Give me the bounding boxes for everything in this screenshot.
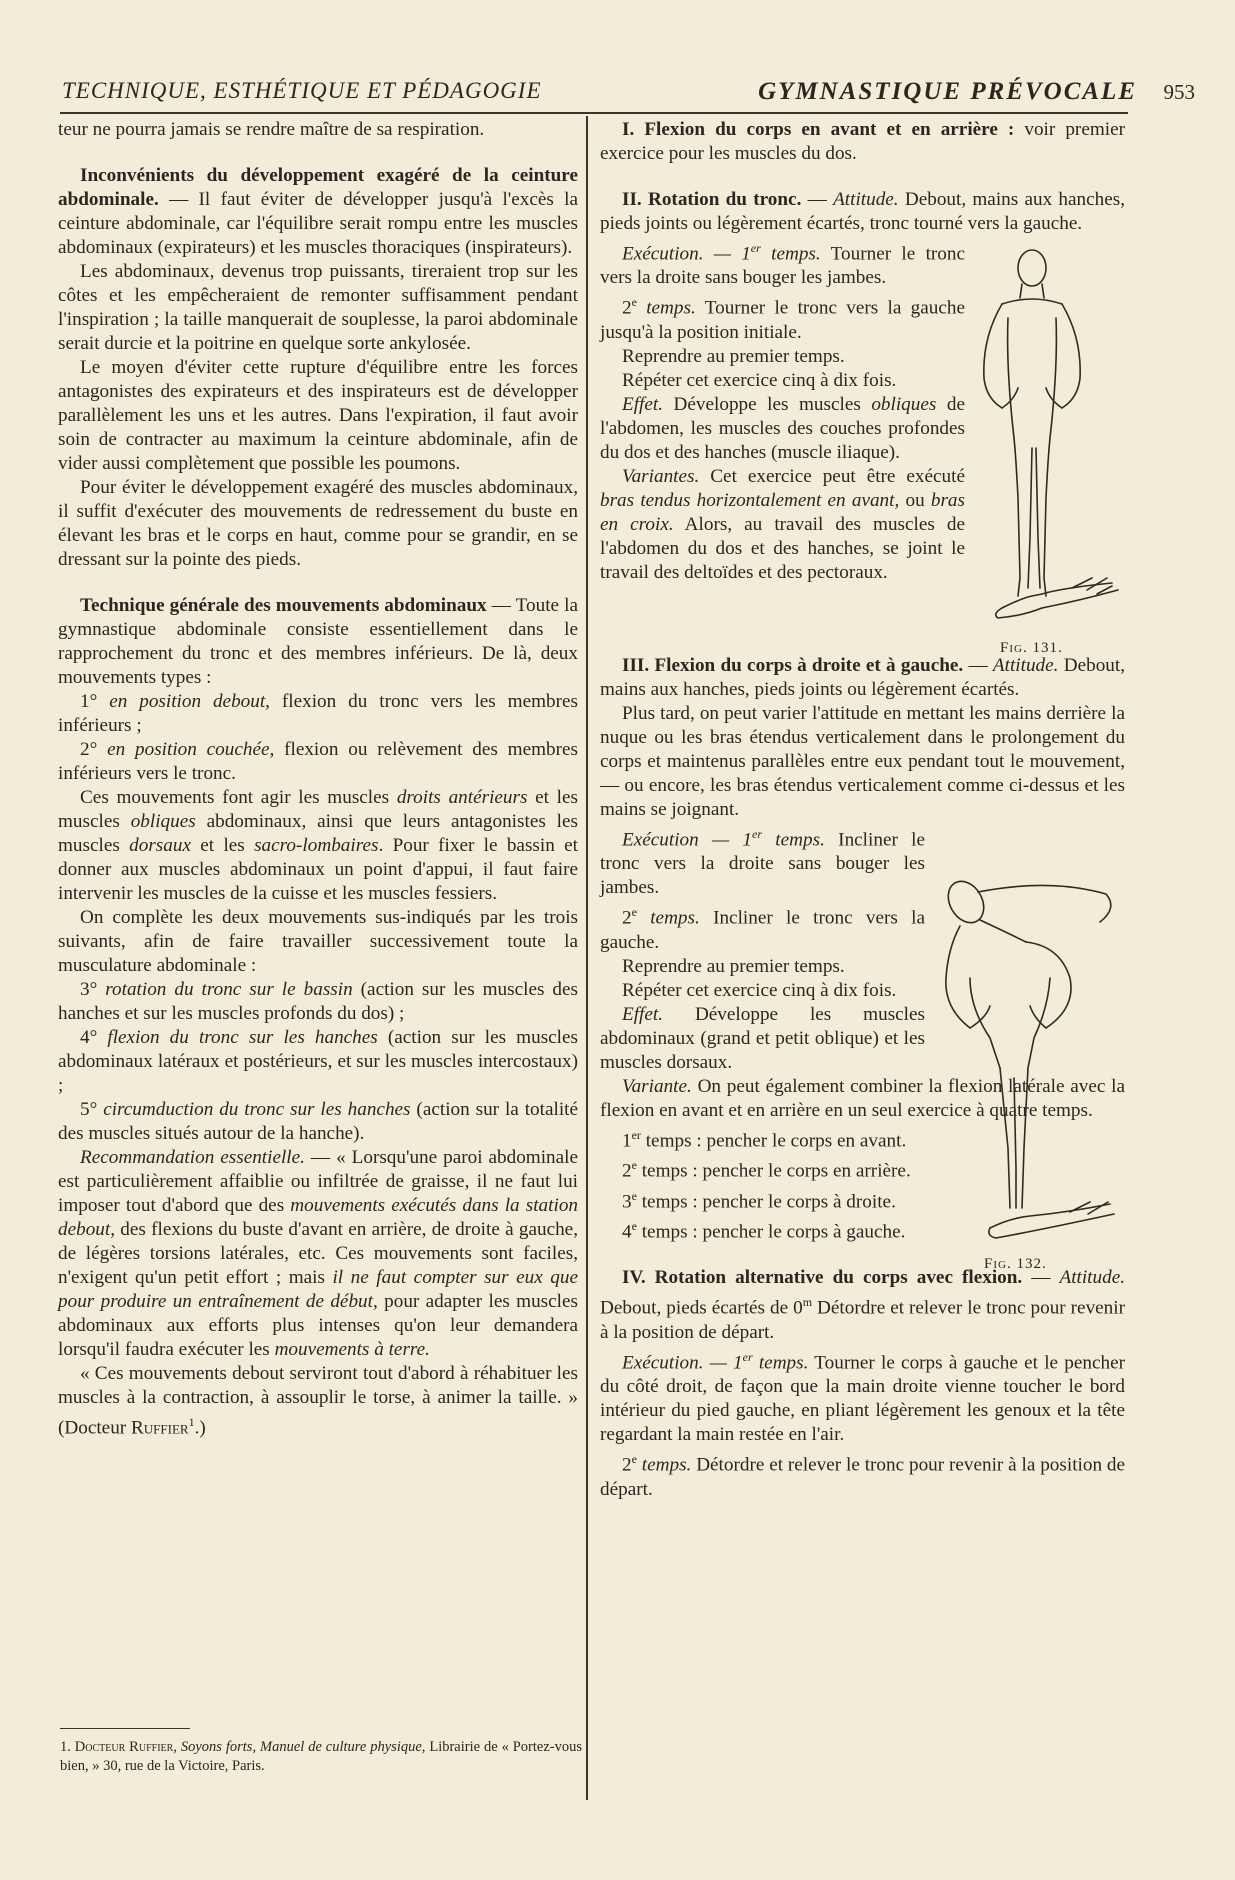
paragraph: [58, 906, 578, 978]
text: Répéter cet exercice cinq à dix fois.: [622, 979, 897, 1001]
text: temps.: [636, 907, 700, 929]
text: et les muscles: [58, 787, 578, 832]
text: rotation du tronc sur le bassin: [105, 979, 353, 1000]
text: abdominaux, ainsi que leurs antagonistes les muscles: [58, 811, 578, 856]
text: sacro-lombaires: [254, 835, 379, 856]
text: Tourner le tronc vers la droite sans bouger les jambes.: [600, 243, 965, 289]
list-item: [58, 690, 578, 738]
text: Recommandation essentielle.: [80, 1147, 305, 1168]
section-heading: IV. Rotation alternative du corps avec flexion.: [622, 1267, 1023, 1289]
text: Attitude.: [992, 655, 1059, 676]
paragraph: [600, 1345, 1125, 1447]
text: — Il faut éviter de développer jusqu'à l'excès la ceinture abdominale, car l'équilibre serait rompu entre les muscles abdominaux (expirateurs) et les muscles thoraciques (inspirateurs).: [58, 189, 578, 258]
text: 3: [622, 1190, 632, 1212]
text: de l'abdomen, les muscles des couches profondes du dos et des hanches (muscle iliaque).: [600, 393, 965, 463]
list-item: [58, 738, 578, 786]
text: Ruffier: [130, 1417, 189, 1439]
text: et les: [190, 835, 255, 856]
list-item: [58, 978, 578, 1026]
list-item: [58, 1026, 578, 1098]
text: pour adapter les muscles abdominaux aux efforts plus intenses qu'on leur demandera lorsqu'il faudra exécuter les: [58, 1291, 578, 1360]
paragraph: [58, 476, 578, 572]
page-number: 953: [1163, 80, 1195, 104]
text: dorsaux: [129, 835, 191, 856]
text: Cet exercice peut être exécuté: [699, 465, 965, 487]
text: .): [194, 1417, 206, 1439]
text: Soyons forts, Manuel de culture physique,: [180, 1739, 426, 1755]
text: ou: [899, 489, 931, 511]
text: 2: [622, 1160, 632, 1182]
paragraph: [58, 260, 578, 356]
text: (action sur les muscles des hanches et sur les muscles profonds du dos) ;: [58, 979, 579, 1024]
text: Répéter cet exercice cinq à dix fois.: [622, 369, 897, 391]
text: Attitude.: [1059, 1267, 1126, 1289]
text: Debout, mains aux hanches, pieds joints ou légèrement écartés.: [600, 655, 1126, 700]
paragraph: [600, 1447, 1125, 1501]
text: Pour éviter le développement exagéré des muscles abdominaux, il suffit d'exécuter des mouvements de redressement du buste en élevant les bras et le corps en haut, comme pour se grandir, en se dressant sur la pointe des pieds.: [58, 477, 578, 570]
paragraph: [58, 356, 578, 476]
text: — « Lorsqu'une paroi abdominale est particulièrement affaiblie ou infiltrée de graisse, il ne faut lui imposer tout d'abord que des: [58, 1147, 578, 1216]
text: mouvements exécutés dans la station debout,: [58, 1195, 579, 1240]
text: e: [631, 1218, 637, 1233]
list-number: 3°: [80, 979, 98, 1000]
text: Plus tard, on peut varier l'attitude en mettant les mains derrière la nuque ou les bras étendus verticalement dans le prolongement du corps et maintenus parallèles entre eux pendant tout le mouvement, — ou encore, les bras étendus verticalement comme ci-dessus et les mains se joignant.: [600, 703, 1125, 820]
text: flexion du tronc sur les hanches: [107, 1027, 378, 1048]
text: On peut également combiner la flexion latérale avec la flexion en avant et en arrière en un seul exercice à quatre temps.: [600, 1075, 1125, 1121]
text: m: [802, 1295, 813, 1310]
text: Ces mouvements font agir les muscles: [80, 787, 397, 808]
paragraph: [58, 164, 578, 260]
text: Variante.: [622, 1075, 692, 1097]
header-right: GYMNASTIQUE PRÉVOCALE: [758, 78, 1137, 105]
list-number: 5°: [80, 1099, 98, 1120]
text: obliques: [871, 393, 937, 415]
text: — Toute la gymnastique abdominale consiste essentiellement dans le rapprochement du tronc et des membres inférieurs. De là, deux mouvements types :: [58, 595, 578, 688]
text: Les abdominaux, devenus trop puissants, tireraient trop sur les côtes et les empêcheraient de remonter suffisamment pendant l'inspiration ; la taille manquerait de souplesse, la paroi abdominale serait durcie et la poitrine en quelque sorte ankylosée.: [58, 261, 578, 354]
text: temps.: [636, 1454, 692, 1476]
text: bras tendus horizontalement en avant,: [600, 489, 900, 511]
text: Exécution. — 1: [622, 243, 751, 265]
text: 2: [622, 297, 632, 319]
paragraph: [58, 594, 578, 690]
figure-131-illustration: [962, 238, 1122, 628]
text: droits antérieurs: [396, 787, 528, 808]
text: Alors, au travail des muscles de l'abdomen du dos et des hanches, se joint le travail des deltoïdes et des pectoraux.: [600, 513, 966, 583]
text: er: [752, 827, 762, 841]
text: Le moyen d'éviter cette rupture d'équilibre entre les forces antagonistes des expirateurs et des inspirateurs est de développer parallèlement les uns et les autres. Dans l'expiration, il faut avoir soin de contracter au maximum la ceinture abdominale, afin de vider aussi complètement que possible les poumons.: [58, 357, 578, 474]
text: flexion ou relèvement des membres inférieurs vers le tronc.: [58, 739, 578, 784]
text: 2: [622, 907, 632, 929]
text: er: [631, 1127, 641, 1142]
text: teur ne pourra jamais se rendre maître de sa respiration.: [58, 119, 485, 140]
header-left: TECHNIQUE, ESTHÉTIQUE ET PÉDAGOGIE: [62, 78, 542, 103]
text: Exécution — 1: [622, 829, 752, 851]
text: des flexions du buste d'avant en arrière, de droite à gauche, de légères torsions latérales, etc. Ces mouvements sont faciles, n'exigent qu'un petit effort ; mais: [58, 1219, 578, 1288]
text: Détordre et relever le tronc pour revenir à la position de départ.: [600, 1297, 1125, 1343]
paragraph: [58, 786, 578, 906]
text: er: [742, 1349, 753, 1364]
text: 1: [622, 1130, 632, 1152]
text: temps.: [636, 297, 696, 319]
text: 4: [622, 1221, 632, 1243]
text: Attitude.: [833, 189, 899, 210]
text: 2: [622, 1454, 632, 1476]
text: e: [631, 1452, 637, 1467]
paragraph: [600, 188, 1125, 236]
footnote-ref: 1: [188, 1415, 195, 1429]
text: Exécution. — 1: [622, 1352, 743, 1374]
text: —: [963, 655, 993, 676]
text: il ne faut compter sur eux que pour produire un entraînement de début,: [58, 1267, 578, 1312]
list-number: 2°: [80, 739, 98, 760]
text: er: [750, 241, 761, 255]
figure-132-caption: Fig. 132.: [984, 1256, 1047, 1272]
text: e: [631, 905, 637, 920]
text: mouvements à terre.: [274, 1339, 430, 1360]
text: temps : pencher le corps à droite.: [636, 1190, 896, 1212]
paragraph: [58, 118, 578, 142]
text: Effet.: [622, 393, 664, 415]
text: flexion du tronc vers les membres inférieurs ;: [58, 691, 579, 736]
text: Docteur Ruffier,: [74, 1739, 177, 1755]
footnote: [60, 1738, 582, 1776]
text: e: [631, 1158, 637, 1173]
text: bras en croix.: [600, 489, 965, 535]
text: Développe les muscles abdominaux (grand et petit oblique) et les muscles dorsaux.: [600, 1003, 925, 1073]
text: Variantes.: [622, 465, 700, 487]
running-header: [62, 78, 1195, 112]
text: temps.: [752, 1352, 809, 1374]
list-item: [58, 1098, 578, 1146]
text: Tourner le tronc vers la gauche jusqu'à la position initiale.: [600, 297, 966, 343]
text: voir premier exercice pour les muscles du dos.: [600, 119, 1125, 164]
text: Développe les muscles: [663, 393, 872, 415]
section-heading: Technique générale des mouvements abdominaux: [80, 595, 487, 616]
header-rule: [60, 112, 1128, 114]
text: « Ces mouvements debout serviront tout d'abord à réhabituer les muscles à la contraction, à assouplir le torse, à animer la taille. » (Docteur: [58, 1363, 578, 1439]
list-number: 4°: [80, 1027, 98, 1048]
column-rule: [586, 116, 588, 1800]
paragraph: [600, 1266, 1125, 1344]
text: . Pour fixer le bassin et donner aux muscles abdominaux un point d'appui, il faut faire intervenir les muscles de la cuisse et les muscles fessiers.: [58, 835, 578, 904]
footnote-rule: [60, 1728, 190, 1729]
text: Tourner le corps à gauche et le pencher du côté droit, de façon que la main droite vienne toucher le bord intérieur du pied gauche, en pliant légèrement les genoux et la tête regardant la main restée en l'air.: [600, 1352, 1126, 1446]
list-number: 1°: [80, 691, 98, 712]
footnote-number: 1.: [60, 1739, 71, 1755]
text: —: [801, 189, 834, 210]
text: (action sur la totalité des muscles situés autour de la hanche).: [58, 1099, 578, 1144]
text: en position couchée,: [107, 739, 275, 760]
text: Reprendre au premier temps.: [622, 955, 845, 977]
section-heading: I. Flexion du corps en avant et en arrière :: [622, 119, 1015, 140]
text: temps : pencher le corps en arrière.: [636, 1160, 911, 1182]
left-column: [58, 118, 578, 1440]
text: circumduction du tronc sur les hanches: [103, 1099, 411, 1120]
figure-131-caption: Fig. 131.: [1000, 640, 1063, 656]
text: Effet.: [622, 1003, 664, 1025]
figure-132-illustration: [930, 868, 1130, 1248]
paragraph: [58, 1362, 578, 1440]
text: Incliner le tronc vers la gauche.: [600, 907, 925, 953]
text: (action sur les muscles abdominaux latéraux et postérieurs, et sur les muscles intercostaux) ;: [58, 1027, 578, 1096]
section-heading: II. Rotation du tronc.: [622, 189, 802, 210]
text: Librairie de « Portez-vous bien, » 30, rue de la Victoire, Paris.: [60, 1739, 583, 1774]
text: Détordre et relever le tronc pour revenir à la position de départ.: [600, 1454, 1126, 1500]
text: e: [631, 295, 637, 310]
text: Debout, pieds écartés de 0: [600, 1297, 803, 1319]
section-heading: III. Flexion du corps à droite et à gauche.: [622, 655, 964, 676]
text: obliques: [130, 811, 196, 832]
section-heading: Inconvénients du développement exagéré de la ceinture abdominale.: [58, 165, 578, 210]
text: —: [1022, 1267, 1060, 1289]
paragraph: [58, 1146, 578, 1362]
text: temps.: [760, 243, 821, 265]
text: Incliner le tronc vers la droite sans bouger les jambes.: [600, 829, 926, 899]
text: Reprendre au premier temps.: [622, 345, 845, 367]
text: Debout, mains aux hanches, pieds joints ou légèrement écartés, tronc tourné vers la gauche.: [600, 189, 1126, 234]
text: temps.: [762, 829, 825, 851]
text: On complète les deux mouvements sus-indiqués par les trois suivants, afin de faire travailler successivement toute la musculature abdominale :: [58, 907, 578, 976]
text: en position debout,: [109, 691, 270, 712]
text: temps : pencher le corps en avant.: [640, 1130, 907, 1152]
text: e: [631, 1188, 637, 1203]
text: temps : pencher le corps à gauche.: [636, 1221, 906, 1243]
paragraph: [600, 118, 1125, 166]
